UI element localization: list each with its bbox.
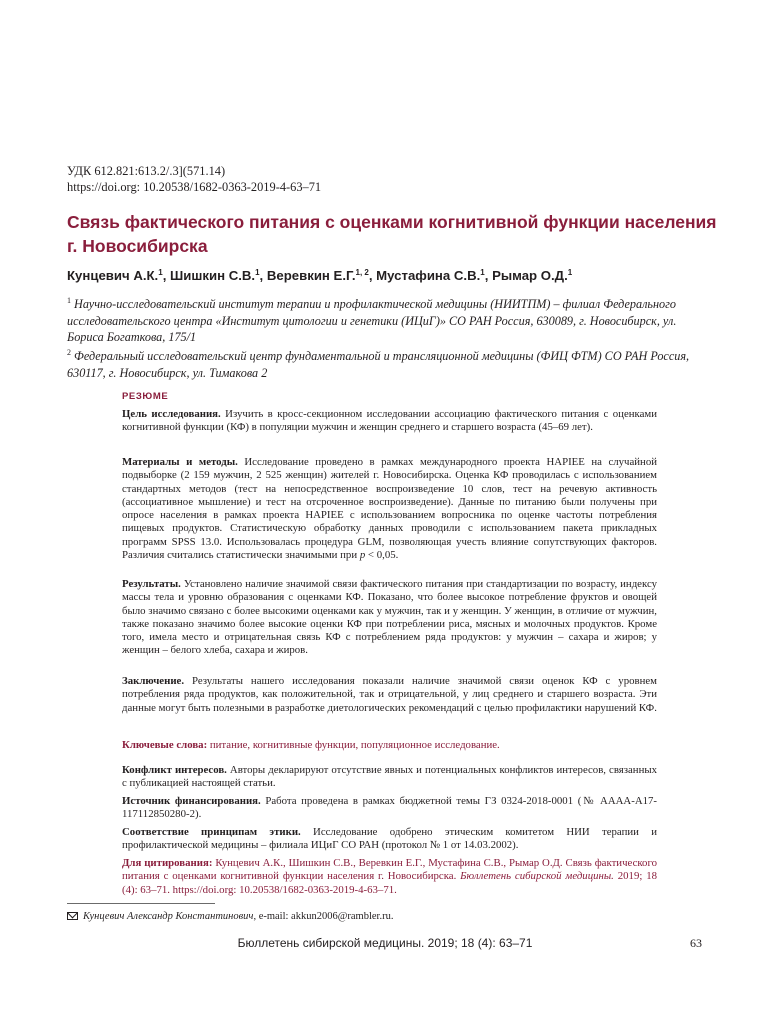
author-name: Рымар О.Д. (492, 268, 568, 283)
footnote-divider (67, 903, 215, 904)
author-affil-ref: 1 (480, 268, 485, 277)
aim-label: Цель исследования. (122, 408, 221, 420)
author-list: Кунцевич А.К.$^1$, Шишкин С.В.$^1$, Веревкин Е.Г.$^{1, 2}$, Мустафина С.В.$^1$, Рымар О.Д.$^1$ (67, 268, 573, 283)
conflict-label: Конфликт интересов. (122, 764, 227, 776)
author-name: Шишкин С.В. (170, 268, 256, 283)
ethics-statement (122, 826, 657, 853)
methods-text: Исследование проведено в рамках международного проекта HAPIEE на случайной подвыборке (2 159 мужчин, 2 525 женщин) жителей г. Новосибирска. Оценка КФ проводилась с использованием стандартных методов (тест на непосредственное воспроизведение 10 слов, тест на речевую активность (ассоциативное мышление) и тест на отсроченное воспроизведение). Данные по питанию были получены при опросе населения в рамках проекта HAPIEE с использованием вопросника по оценке частоты потребления пищевых продуктов. Статистическую обработку данных проводили с использованием пакета прикладных программ SPSS 13.0. Использовалась процедура GLM, позволяющая учесть влияние сопутствующих факторов. Различия считались статистически значимыми при (122, 456, 658, 562)
funding-source (122, 795, 657, 822)
citation-journal: Бюллетень сибирской медицины. (460, 870, 614, 883)
aim-text: Изучить в кросс-секционном исследовании ассоциацию фактического питания с оценками когнитивной функции (КФ) в популяции мужчин и женщин среднего и старшего возраста (45–69 лет). (122, 408, 657, 434)
affiliation-number: 1 (67, 296, 71, 305)
keywords (122, 739, 500, 751)
abstract-heading: РЕЗЮМЕ (122, 391, 169, 402)
citation (122, 857, 657, 897)
conflict-text: Авторы декларируют отсутствие явных и потенциальных конфликтов интересов, связанных с публикацией настоящей статьи. (122, 764, 658, 790)
author-email[interactable]: , e-mail: akkun2006@rambler.ru. (253, 911, 394, 922)
doi-link[interactable]: https://doi.org: 10.20538/1682-0363-2019-4-63–71 (67, 180, 322, 194)
p-symbol: p (359, 549, 366, 562)
abstract-methods (122, 456, 657, 562)
abstract-aim (122, 408, 657, 435)
keywords-text: питание, когнитивные функции, популяционное исследование. (209, 739, 500, 751)
article-meta (67, 163, 321, 195)
affiliation-1 (67, 296, 707, 346)
funding-label: Источник финансирования. (122, 795, 261, 807)
envelope-icon (67, 912, 78, 920)
citation-label: Для цитирования: (122, 857, 213, 869)
author-affil-ref: 1 (255, 268, 260, 277)
affiliation-text: Научно-исследовательский институт терапии и профилактической медицины (НИИТПМ) – филиал Федерального исследовательского центра «Институт цитологии и генетики (ИЦиГ)» СО РАН Россия, 630089, г. Новосибирск, ул. Бориса Богаткова, 175/1 (67, 297, 677, 344)
affiliation-2 (67, 348, 707, 381)
page-number: 63 (690, 936, 702, 950)
author-affil-ref: 1, 2 (355, 268, 369, 277)
author-name: Мустафина С.В. (376, 268, 481, 283)
funding-text: Работа проведена в рамках бюджетной темы ГЗ 0324-2018-0001 (№ АААА-А17-117112850280-2). (122, 795, 658, 821)
conclusion-label: Заключение. (122, 675, 185, 687)
conflict-of-interest (122, 764, 657, 791)
ethics-label: Соответствие принципам этики. (122, 826, 301, 838)
author-full-name: Кунцевич Александр Константинович (83, 911, 254, 922)
abstract-conclusion (122, 675, 657, 715)
results-label: Результаты. (122, 578, 181, 590)
methods-label: Материалы и методы. (122, 456, 238, 468)
abstract-results (122, 578, 657, 658)
author-name: Кунцевич А.К. (67, 268, 159, 283)
methods-tail: < 0,05. (365, 549, 399, 562)
results-text: Установлено наличие значимой связи фактического питания при стандартизации по возрасту, индексу массы тела и уровню образования с оценками КФ. Показано, что более высокое потребление фруктов и овощей было значимо связано с более высокими оценками как у мужчин, так и у женщин. У женщин, в отличие от мужчин, также показано значимо более высокие оценки КФ при потреблении риса, мясных и молочных продуктов. Кроме того, имела место и отрицательная связь КФ с потреблением ряда продуктов: у мужчин – сахара и жиров; у женщин – белого хлеба, сахара и жиров. (122, 578, 658, 657)
author-affil-ref: 1 (567, 268, 573, 277)
conclusion-text: Результаты нашего исследования показали наличие значимой связи оценок КФ с уровнем потребления ряда продуктов, как положительной, так и отрицательной, у лиц среднего и старшего возраста. Эти данные могут быть полезными в разработке диетологических рекомендаций с целью профилактики нарушений КФ. (122, 675, 657, 714)
author-affil-ref: 1 (158, 268, 163, 277)
article-title: Связь фактического питания с оценками когнитивной функции населения г. Новосибирска (67, 212, 717, 256)
citation-text: Кунцевич А.К., Шишкин С.В., Веревкин Е.Г., Мустафина С.В., Рымар О.Д. Связь фактического питания с оценками когнитивной функции населения г. Новосибирска. (122, 857, 658, 883)
citation-tail[interactable]: 2019; 18 (4): 63–71. https://doi.org: 10.20538/1682-0363-2019-4-63–71. (122, 870, 658, 896)
corresponding-author (67, 911, 393, 922)
udk-code: УДК 612.821:613.2/.3](571.14) (67, 164, 226, 178)
affiliation-number: 2 (67, 348, 71, 357)
affiliation-text: Федеральный исследовательский центр фундаментальной и трансляционной медицины (ФИЦ ФТМ) СО РАН Россия, 630117, г. Новосибирск, ул. Тимакова 2 (67, 349, 690, 380)
keywords-label: Ключевые слова: (122, 739, 208, 751)
author-name: Веревкин Е.Г. (266, 268, 356, 283)
running-footer: Бюллетень сибирской медицины. 2019; 18 (4): 63–71 (237, 936, 533, 950)
ethics-text: Исследование одобрено этическим комитетом НИИ терапии и профилактической медицины – филиала ИЦиГ СО РАН (протокол № 1 от 14.03.2002). (122, 826, 657, 852)
